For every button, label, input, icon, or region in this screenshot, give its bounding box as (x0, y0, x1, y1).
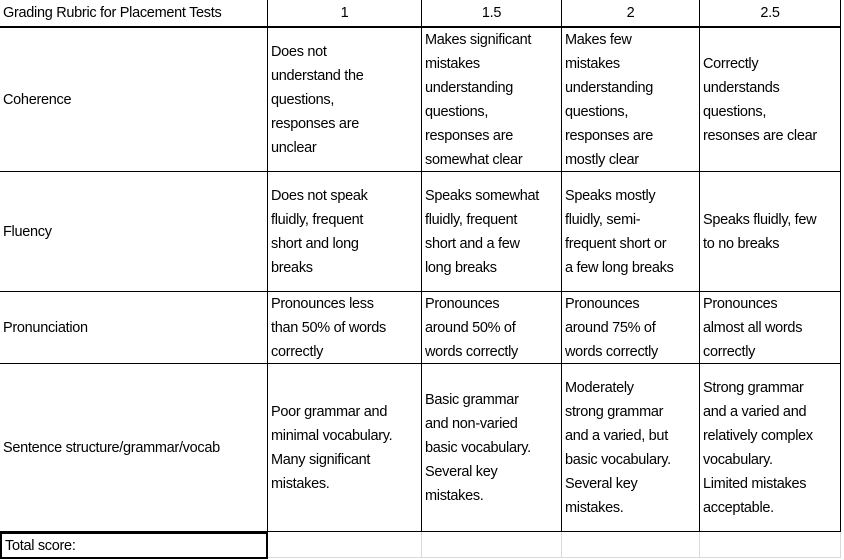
score-header-text: 2.5 (760, 5, 780, 21)
rubric-cell (700, 172, 841, 292)
rubric-title (0, 0, 268, 28)
rubric-cell-text: Poor grammar and minimal vocabulary. Many significant mistakes. (271, 403, 393, 492)
rubric-cell (700, 364, 841, 532)
criterion-label (0, 28, 268, 172)
rubric-cell-text: Speaks somewhat fluidly, frequent short and a few long breaks (425, 187, 539, 276)
rubric-cell (562, 28, 700, 172)
rubric-cell (268, 28, 422, 172)
rubric-cell-text: Speaks mostly fluidly, semi- frequent short or a few long breaks (565, 187, 674, 276)
rubric-cell-text: Pronounces around 75% of words correctly (565, 295, 658, 360)
score-header (700, 0, 841, 28)
criterion-label (0, 364, 268, 532)
rubric-cell-text: Makes significant mistakes understanding questions, responses are somewhat clear (425, 31, 532, 168)
rubric-title-text: Grading Rubric for Placement Tests (3, 5, 222, 21)
rubric-cell-text: Correctly understands questions, resonses are clear (703, 55, 817, 144)
score-header-text: 2 (626, 5, 635, 21)
rubric-cell (268, 292, 422, 364)
total-score-input[interactable] (422, 532, 562, 558)
rubric-cell-text: Basic grammar and non-varied basic vocabulary. Several key mistakes. (425, 391, 531, 504)
total-score-input[interactable] (562, 532, 700, 558)
rubric-cell (562, 292, 700, 364)
rubric-cell (700, 28, 841, 172)
criterion-label (0, 292, 268, 364)
total-score-label-text: Total score: (5, 537, 76, 554)
rubric-cell (268, 364, 422, 532)
rubric-cell-text: Speaks fluidly, few to no breaks (703, 211, 817, 252)
criterion-label-text: Coherence (3, 91, 72, 108)
score-header-text: 1 (340, 5, 349, 21)
rubric-cell (422, 172, 562, 292)
rubric-cell (700, 292, 841, 364)
rubric-cell-text: Pronounces around 50% of words correctly (425, 295, 518, 360)
score-header (268, 0, 422, 28)
rubric-cell (562, 172, 700, 292)
rubric-cell-text: Pronounces almost all words correctly (703, 295, 803, 360)
criterion-label-text: Sentence structure/grammar/vocab (3, 439, 220, 456)
total-score-label (0, 532, 268, 559)
criterion-label-text: Fluency (3, 223, 52, 240)
rubric-cell-text: Does not speak fluidly, frequent short and long breaks (271, 187, 368, 276)
rubric-cell (422, 364, 562, 532)
score-header (562, 0, 700, 28)
rubric-cell (422, 292, 562, 364)
criterion-label (0, 172, 268, 292)
rubric-cell (268, 172, 422, 292)
score-header-text: 1.5 (481, 5, 502, 21)
criterion-label-text: Pronunciation (3, 319, 88, 336)
rubric-cell-text: Strong grammar and a varied and relatively complex vocabulary. Limited mistakes acceptable. (703, 379, 813, 516)
rubric-cell-text: Moderately strong grammar and a varied, but basic vocabulary. Several key mistakes. (565, 379, 671, 516)
rubric-cell-text: Pronounces less than 50% of words correctly (271, 295, 386, 360)
total-score-input[interactable] (700, 532, 841, 558)
rubric-cell-text: Makes few mistakes understanding questions, responses are mostly clear (565, 31, 654, 168)
rubric-cell (562, 364, 700, 532)
rubric-cell (422, 28, 562, 172)
rubric-cell-text: Does not understand the questions, responses are unclear (271, 43, 364, 156)
total-score-input[interactable] (268, 532, 422, 558)
score-header (422, 0, 562, 28)
